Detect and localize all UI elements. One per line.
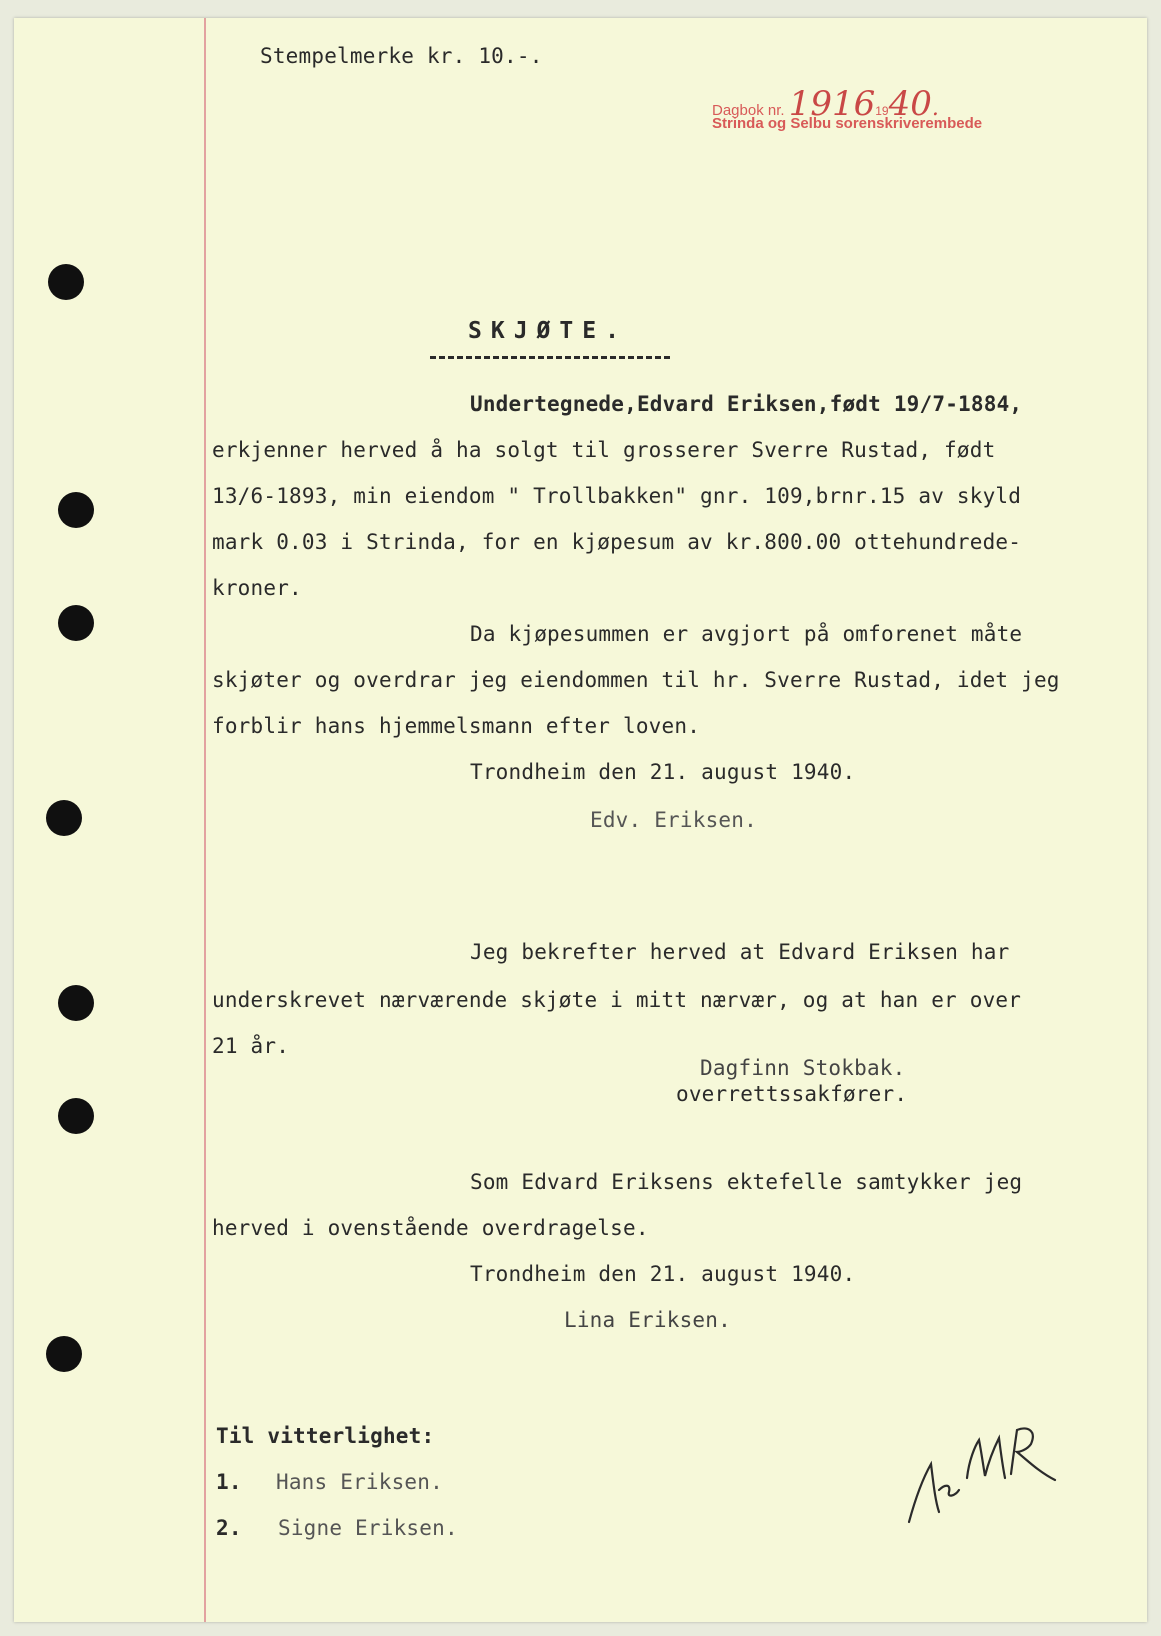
attest-name: Signe Eriksen. — [278, 1516, 458, 1540]
punch-hole — [58, 1098, 94, 1134]
dagbok-number: 1916 — [788, 84, 876, 124]
deed-line: 13/6-1893, min eiendom " Trollbakken" gnr. 109,brnr.15 av skyld — [212, 484, 1022, 508]
spouse-signature: Lina Eriksen. — [564, 1308, 731, 1332]
seller-signature: Edv. Eriksen. — [590, 808, 757, 832]
deed-line: mark 0.03 i Strinda, for en kjøpesum av kr.800.00 ottehundrede- — [212, 530, 1022, 554]
punch-hole — [58, 605, 94, 641]
deed-line: skjøter og overdrar jeg eiendommen til hr. Sverre Rustad, idet jeg — [212, 668, 1060, 692]
stamp-duty-line: Stempelmerke kr. 10.-. — [260, 44, 543, 68]
dagbok-year-prefix: 19 — [875, 104, 889, 118]
punch-hole — [46, 1336, 82, 1372]
punch-hole — [58, 985, 94, 1021]
place-date: Trondheim den 21. august 1940. — [470, 760, 856, 784]
witness-line: underskrevet nærværende skjøte i mitt nærvær, og at han er over — [212, 988, 1022, 1012]
deed-line: Undertegnede,Edvard Eriksen,født 19/7-1884, — [470, 392, 1023, 416]
dagbok-stamp: Dagbok nr. 19161940. — [712, 84, 939, 124]
attest-heading: Til vitterlighet: — [216, 1424, 435, 1448]
office-stamp: Strinda og Selbu sorenskriverembede — [712, 115, 983, 132]
margin-rule — [204, 18, 206, 1622]
deed-line: erkjenner herved å ha solgt til grosserer Sverre Rustad, født — [212, 438, 996, 462]
attest-name: Hans Eriksen. — [276, 1470, 443, 1494]
lawyer-title: overrettssakfører. — [676, 1082, 908, 1106]
punch-hole — [58, 492, 94, 528]
deed-line: forblir hans hjemmelsmann efter loven. — [212, 714, 701, 738]
dagbok-year: 40 — [888, 84, 932, 124]
document-page — [14, 18, 1147, 1622]
document-title: SKJØTE. — [468, 318, 628, 344]
title-underline — [430, 356, 670, 359]
punch-hole — [46, 800, 82, 836]
witness-line: Jeg bekrefter herved at Edvard Eriksen har — [470, 940, 1010, 964]
deed-line: kroner. — [212, 576, 302, 600]
place-date: Trondheim den 21. august 1940. — [470, 1262, 856, 1286]
deed-line: Da kjøpesummen er avgjort på omforenet måte — [470, 622, 1023, 646]
punch-hole — [48, 264, 84, 300]
dagbok-label: Dagbok nr. — [712, 102, 785, 119]
spouse-line: Som Edvard Eriksens ektefelle samtykker jeg — [470, 1170, 1023, 1194]
lawyer-signature: Dagfinn Stokbak. — [700, 1056, 906, 1080]
attest-number: 2. — [216, 1516, 242, 1540]
spouse-line: herved i ovenstående overdragelse. — [212, 1216, 649, 1240]
attest-number: 1. — [216, 1470, 242, 1494]
handwritten-initials — [905, 1420, 1065, 1530]
witness-line: 21 år. — [212, 1034, 290, 1058]
